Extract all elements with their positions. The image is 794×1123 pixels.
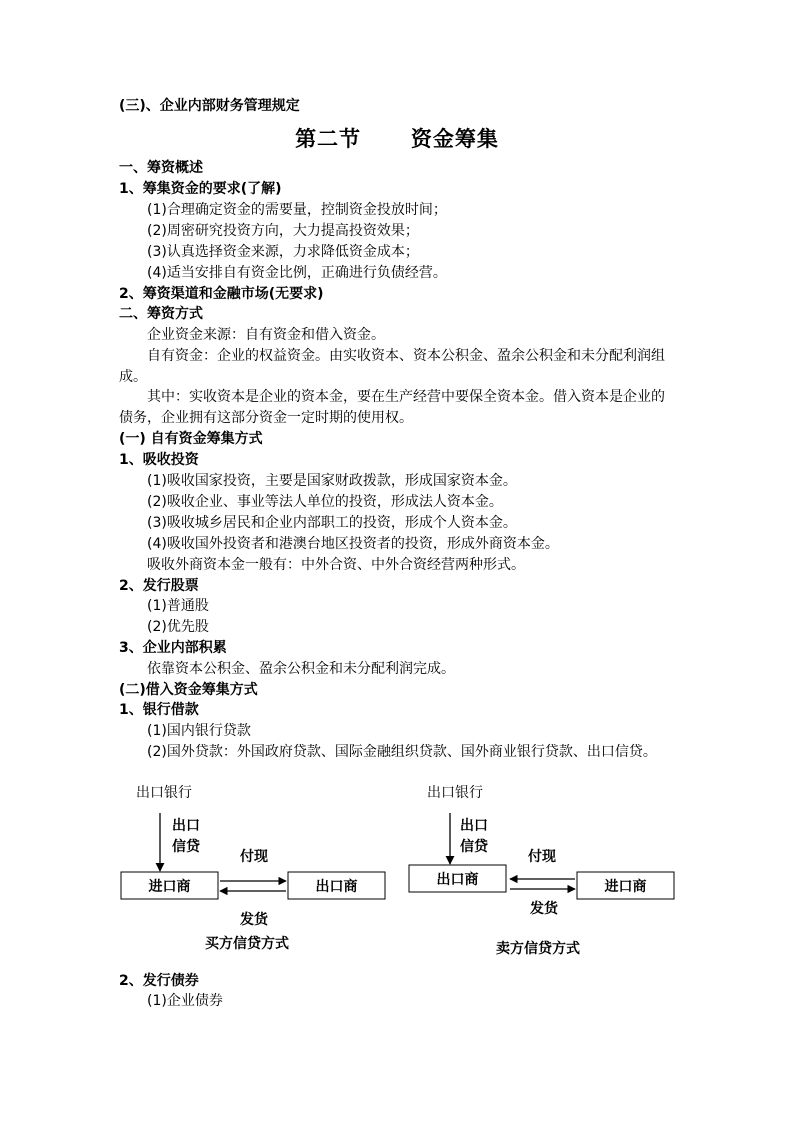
paragraph-foreign-loans: (2)国外贷款：外国政府贷款、国际金融组织贷款、国外商业银行贷款、出口信贷。	[147, 744, 657, 760]
credit-label-line2: 信贷	[172, 839, 200, 855]
list-item: (4)吸收国外投资者和港澳台地区投资者的投资，形成外商资本金。	[147, 536, 559, 552]
importer-label: 进口商	[148, 879, 191, 895]
seller-credit-caption: 卖方信贷方式	[496, 941, 580, 957]
paragraph-own-capital: 自有资金：企业的权益资金。由实收资本、资本公积金、盈余公积金和未分配利润组成。	[119, 348, 665, 385]
credit-label-line1: 出口	[172, 818, 200, 834]
heading-financing-overview: 一、筹资概述	[119, 160, 203, 176]
paragraph-paid-in-capital: 其中：实收资本是企业的资本金，要在生产经营中要保全资本金。借入资本是企业的债务，企业拥有这部分资金一定时期的使用权。	[119, 389, 665, 426]
heading-issue-stock: 2、发行股票	[119, 578, 199, 594]
paragraph-internal-accumulation: 依靠资本公积金、盈余公积金和未分配利润完成。	[147, 661, 455, 677]
payment-label: 付现	[528, 849, 556, 865]
payment-label: 付现	[240, 849, 268, 865]
heading-absorb-investment: 1、吸收投资	[119, 452, 199, 468]
seller-credit-diagram	[409, 785, 674, 957]
note-foreign-capital: 吸收外商资本金一般有：中外合资、中外合资经营两种形式。	[147, 557, 525, 573]
shipment-label: 发货	[530, 901, 558, 917]
shipment-label: 发货	[240, 912, 268, 928]
heading-issue-bonds: 2、发行债券	[119, 973, 199, 989]
credit-label-line2: 信贷	[460, 839, 488, 855]
list-item: (1)国内银行贷款	[147, 723, 251, 739]
credit-flow-diagrams	[0, 775, 794, 975]
section-heading: (三)、企业内部财务管理规定	[119, 98, 300, 114]
export-bank-label: 出口银行	[136, 785, 192, 801]
list-item: (2)周密研究投资方向，大力提高投资效果；	[147, 223, 419, 239]
export-bank-label: 出口银行	[427, 785, 483, 801]
heading-financing-requirements: 1、筹集资金的要求(了解)	[119, 181, 282, 197]
heading-own-capital-methods: (一) 自有资金筹集方式	[119, 431, 263, 447]
heading-borrowed-capital-methods: (二)借入资金筹集方式	[119, 682, 258, 698]
list-item: (4)适当安排自有资金比例，正确进行负债经营。	[147, 265, 447, 281]
buyer-credit-diagram	[121, 785, 385, 952]
exporter-label: 出口商	[436, 872, 479, 888]
list-item: (2)优先股	[147, 619, 209, 635]
paragraph-capital-sources: 企业资金来源：自有资金和借入资金。	[147, 327, 385, 343]
buyer-credit-caption: 买方信贷方式	[205, 936, 289, 952]
list-item: (3)吸收城乡居民和企业内部职工的投资，形成个人资本金。	[147, 515, 517, 531]
heading-channels-markets: 2、筹资渠道和金融市场(无要求)	[119, 286, 324, 302]
heading-internal-accumulation: 3、企业内部积累	[119, 640, 227, 656]
exporter-label: 出口商	[315, 879, 358, 895]
list-item: (2)吸收企业、事业等法人单位的投资，形成法人资本金。	[147, 494, 503, 510]
list-item: (1)普通股	[147, 598, 209, 614]
importer-label: 进口商	[604, 879, 647, 895]
list-item: (1)合理确定资金的需要量，控制资金投放时间；	[147, 202, 447, 218]
heading-financing-methods: 二、筹资方式	[119, 306, 203, 322]
credit-label-line1: 出口	[460, 818, 488, 834]
list-item: (1)企业债券	[147, 993, 223, 1009]
heading-bank-loans: 1、银行借款	[119, 702, 199, 718]
list-item: (1)吸收国家投资，主要是国家财政拨款，形成国家资本金。	[147, 473, 517, 489]
chapter-title: 第二节 资金筹集	[295, 126, 499, 151]
list-item: (3)认真选择资金来源，力求降低资金成本；	[147, 244, 419, 260]
